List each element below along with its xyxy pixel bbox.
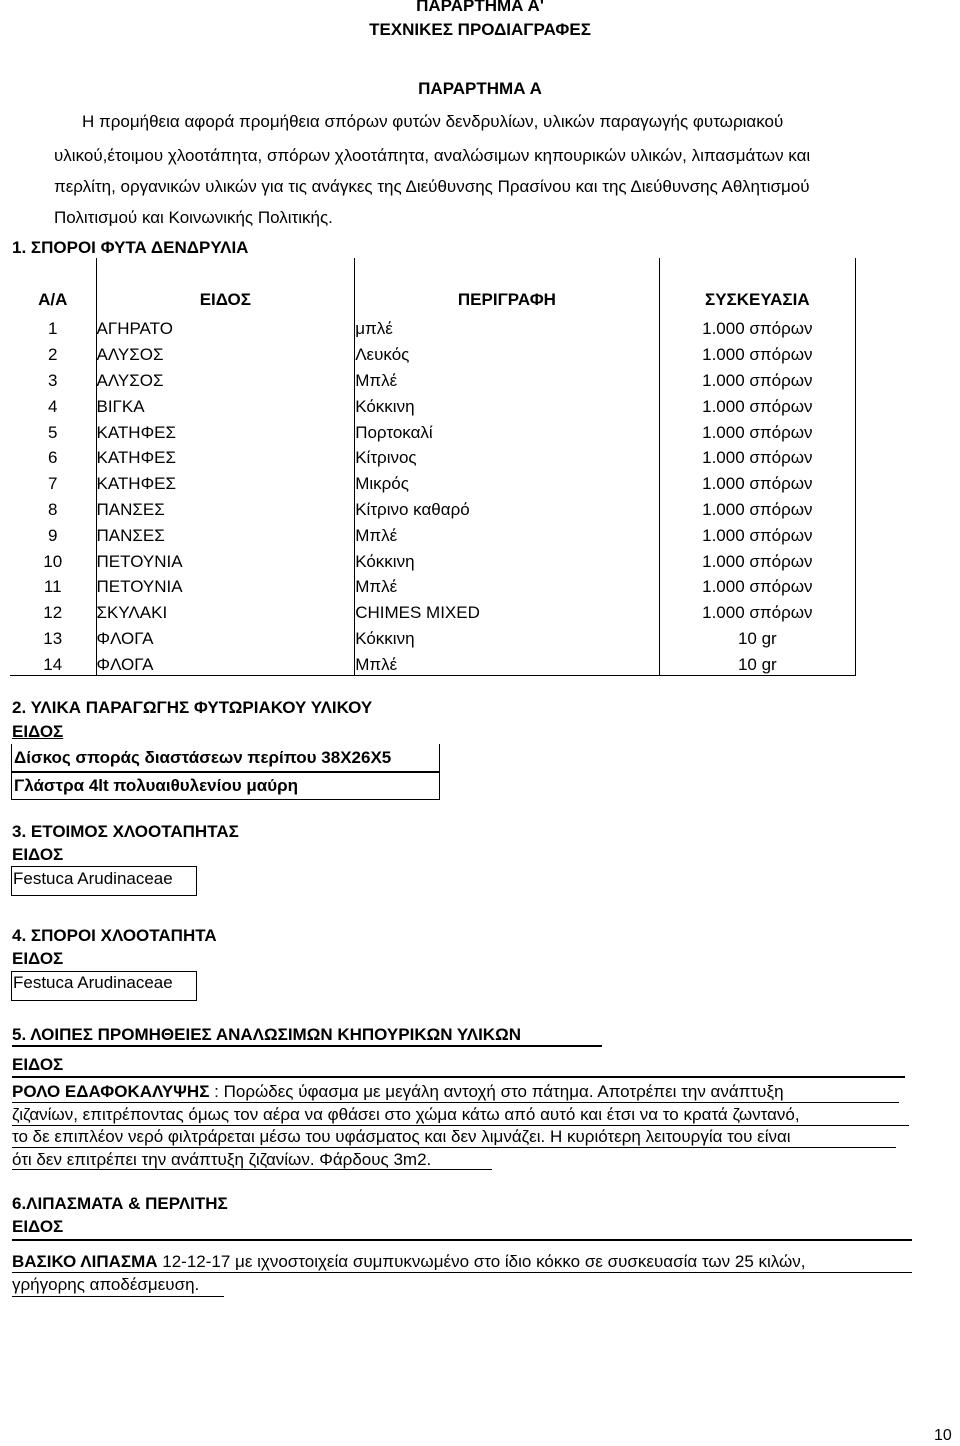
row-description: Λευκός: [355, 340, 659, 366]
section5-item-name: ΡΟΛΟ ΕΔΑΦΟΚΑΛΥΨΗΣ: [12, 1082, 210, 1101]
section3-kind-header: ΕΙΔΟΣ: [12, 845, 64, 864]
row-description: Μπλέ: [355, 649, 659, 675]
specs-title: ΤΕΧΝΙΚΕΣ ΠΡΟΔΙΑΓΡΑΦΕΣ: [369, 20, 591, 39]
table-row: [10, 598, 856, 624]
section5-underline-1: [12, 1102, 899, 1103]
table-row: [10, 572, 856, 598]
section3-title: 3. ΕΤΟΙΜΟΣ ΧΛΟΟΤΑΠΗΤΑΣ: [12, 822, 239, 841]
table-row: [10, 391, 856, 417]
table-row: [10, 520, 856, 546]
row-kind: ΚΑΤΗΦΕΣ: [96, 469, 355, 495]
section5-underline-2: [12, 1125, 909, 1126]
row-number: 8: [48, 499, 58, 519]
row-kind: ΒΙΓΚΑ: [96, 391, 355, 417]
section6-text: [12, 1250, 917, 1296]
section5-line-1: ΡΟΛΟ ΕΔΑΦΟΚΑΛΥΨΗΣ : Πορώδες ύφασμα με μεγάλη αντοχή στο πάτημα. Αποτρέπει την ανάπτυξη: [12, 1082, 784, 1101]
intro-line-2: υλικού,έτοιμου χλοοτάπητα, σπόρων χλοοτάπητα, αναλώσιμων κηπουρικών υλικών, λιπασμάτων και: [54, 146, 811, 165]
row-description: Κόκκινη: [355, 391, 659, 417]
section6-underline-1: [12, 1272, 912, 1273]
section2-kind-header: ΕΙΔΟΣ: [12, 722, 64, 741]
intro-line-3: περλίτη, οργανικών υλικών για τις ανάγκες της Διεύθυνσης Πρασίνου και της Διεύθυνσης Αθλητισμού: [54, 177, 810, 196]
section6-kind-header: ΕΙΔΟΣ: [12, 1217, 64, 1236]
section4-kind-header: ΕΙΔΟΣ: [12, 949, 64, 968]
row-packaging: 1.000 σπόρων: [659, 598, 855, 624]
section5-line-4: ότι δεν επιτρέπει την ανάπτυξη ζιζανίων. Φάρδους 3m2.: [12, 1149, 432, 1169]
section4-title: 4. ΣΠΟΡΟΙ ΧΛΟΟΤΑΠΗΤΑ: [12, 926, 217, 945]
row-number: 9: [48, 525, 58, 545]
header-kind: ΕΙΔΟΣ: [96, 258, 355, 314]
row-packaging: 1.000 σπόρων: [659, 340, 855, 366]
row-packaging: 1.000 σπόρων: [659, 443, 855, 469]
row-kind: ΠΑΝΣΕΣ: [96, 495, 355, 521]
section6-title: 6.ΛΙΠΑΣΜΑΤΑ & ΠΕΡΛΙΤΗΣ: [12, 1194, 228, 1213]
table-row: [10, 624, 856, 650]
row-kind: ΦΛΟΓΑ: [96, 624, 355, 650]
row-kind: ΠΑΝΣΕΣ: [96, 520, 355, 546]
row-kind: ΚΑΤΗΦΕΣ: [96, 417, 355, 443]
row-packaging: 10 gr: [659, 649, 855, 675]
row-kind: ΣΚΥΛΑΚΙ: [96, 598, 355, 624]
table-row: [10, 417, 856, 443]
section5-line-2: ζιζανίων, επιτρέποντας όμως τον αέρα να φθάσει στο χώμα κάτω από αυτό και έτσι να το κρατά ζωντανό,: [12, 1104, 800, 1124]
page-number: 10: [934, 1427, 952, 1444]
section5-box-top: [12, 1076, 905, 1078]
section5-kind-header: ΕΙΔΟΣ: [12, 1055, 64, 1074]
intro-line-1: Η προμήθεια αφορά προμήθεια σπόρων φυτών δενδρυλίων, υλικών παραγωγής φυτωριακού: [82, 112, 784, 131]
section6-box-top: [12, 1239, 912, 1241]
row-kind: ΑΓΗΡΑΤΟ: [96, 314, 355, 340]
table-row: [10, 495, 856, 521]
row-packaging: 1.000 σπόρων: [659, 469, 855, 495]
section5-underline-4: [12, 1169, 492, 1170]
row-description: Κόκκινη: [355, 624, 659, 650]
row-kind: ΑΛΥΣΟΣ: [96, 366, 355, 392]
row-kind: ΑΛΥΣΟΣ: [96, 340, 355, 366]
row-number: 3: [48, 371, 58, 390]
row-kind: ΠΕΤΟΥΝΙΑ: [96, 572, 355, 598]
row-number: 1: [48, 319, 58, 339]
row-description: Μπλέ: [355, 366, 659, 392]
seeds-table: [10, 258, 856, 676]
row-description: CHIMES MIXED: [355, 598, 659, 624]
section2-item-1: Δίσκος σποράς διαστάσεων περίπου 38Χ26Χ5: [14, 748, 392, 767]
row-packaging: 1.000 σπόρων: [659, 520, 855, 546]
row-packaging: 10 gr: [659, 624, 855, 650]
row-number: 7: [48, 474, 58, 494]
section3-item: Festuca Arudinaceae: [13, 869, 173, 888]
row-packaging: 1.000 σπόρων: [659, 314, 855, 340]
section5-line-3: το δε επιπλέον νερό φιλτράρεται μέσω του υφάσματος και δεν λιμνάζει. Η κυριότερη λειτουργία του είναι: [12, 1127, 791, 1146]
row-number: 5: [48, 422, 58, 442]
row-kind: ΦΛΟΓΑ: [96, 649, 355, 675]
row-description: Κόκκινη: [355, 546, 659, 572]
section2-item-2: Γλάστρα 4lt πολυαιθυλενίου μαύρη: [14, 776, 299, 795]
table-row: [10, 546, 856, 572]
row-packaging: 1.000 σπόρων: [659, 417, 855, 443]
row-description: Μπλέ: [355, 572, 659, 598]
table-row: [10, 314, 856, 340]
table-row: [10, 443, 856, 469]
row-packaging: 1.000 σπόρων: [659, 572, 855, 598]
header-aa: Α/Α: [38, 289, 68, 309]
row-packaging: 1.000 σπόρων: [659, 546, 855, 572]
section6-item-name: ΒΑΣΙΚΟ ΛΙΠΑΣΜΑ: [12, 1252, 158, 1271]
row-number: 4: [48, 396, 58, 416]
table-row: [10, 366, 856, 392]
annex-subtitle: ΠΑΡΑΡΤΗΜΑ Α: [418, 79, 542, 98]
header-description: ΠΕΡΙΓΡΑΦΗ: [355, 258, 659, 314]
table-row: [10, 340, 856, 366]
section6-line-2: γρήγορης αποδέσμευση.: [12, 1275, 200, 1294]
seeds-table-header: [10, 258, 856, 314]
row-packaging: 1.000 σπόρων: [659, 391, 855, 417]
header-packaging: ΣΥΣΚΕΥΑΣΙΑ: [659, 258, 855, 314]
section5-underline-3: [12, 1147, 896, 1148]
row-kind: ΚΑΤΗΦΕΣ: [96, 443, 355, 469]
section2-title: 2. ΥΛΙΚΑ ΠΑΡΑΓΩΓΗΣ ΦΥΤΩΡΙΑΚΟΥ ΥΛΙΚΟΥ: [12, 698, 373, 717]
section6-line-1: ΒΑΣΙΚΟ ΛΙΠΑΣΜΑ 12-12-17 με ιχνοστοιχεία συμπυκνωμένο στο ίδιο κόκκο σε συσκευασία των 25 κιλών,: [12, 1252, 806, 1271]
intro-line-4: Πολιτισμού και Κοινωνικής Πολιτικής.: [54, 208, 333, 227]
row-description: μπλέ: [355, 314, 659, 340]
row-description: Κίτρινο καθαρό: [355, 495, 659, 521]
row-description: Μικρός: [355, 469, 659, 495]
row-number: 11: [43, 577, 62, 597]
row-number: 14: [10, 649, 96, 675]
annex-title: ΠΑΡΑΡΤΗΜΑ Α': [416, 0, 544, 15]
row-number: 6: [48, 448, 58, 468]
section2-divider: [11, 771, 440, 773]
row-number: 13: [43, 628, 63, 648]
section1-title: 1. ΣΠΟΡΟΙ ΦΥΤΑ ΔΕΝΔΡΥΛΙΑ: [12, 238, 249, 257]
table-row: [10, 469, 856, 495]
row-number: 10: [43, 551, 63, 571]
table-row: [10, 649, 856, 675]
row-packaging: 1.000 σπόρων: [659, 495, 855, 521]
section5-title: 5. ΛΟΙΠΕΣ ΠΡΟΜΗΘΕΙΕΣ ΑΝΑΛΩΣΙΜΩΝ ΚΗΠΟΥΡΙΚΩΝ ΥΛΙΚΩΝ: [12, 1025, 521, 1044]
section4-item: Festuca Arudinaceae: [13, 973, 173, 992]
section5-text: [12, 1081, 912, 1171]
row-packaging: 1.000 σπόρων: [659, 366, 855, 392]
row-number: 2: [48, 345, 58, 365]
section5-title-rule: [12, 1045, 602, 1047]
section6-underline-2: [12, 1296, 224, 1297]
row-description: Πορτοκαλί: [355, 417, 659, 443]
row-description: Κίτρινος: [355, 443, 659, 469]
row-kind: ΠΕΤΟΥΝΙΑ: [96, 546, 355, 572]
row-number: 12: [43, 603, 63, 623]
row-description: Μπλέ: [355, 520, 659, 546]
